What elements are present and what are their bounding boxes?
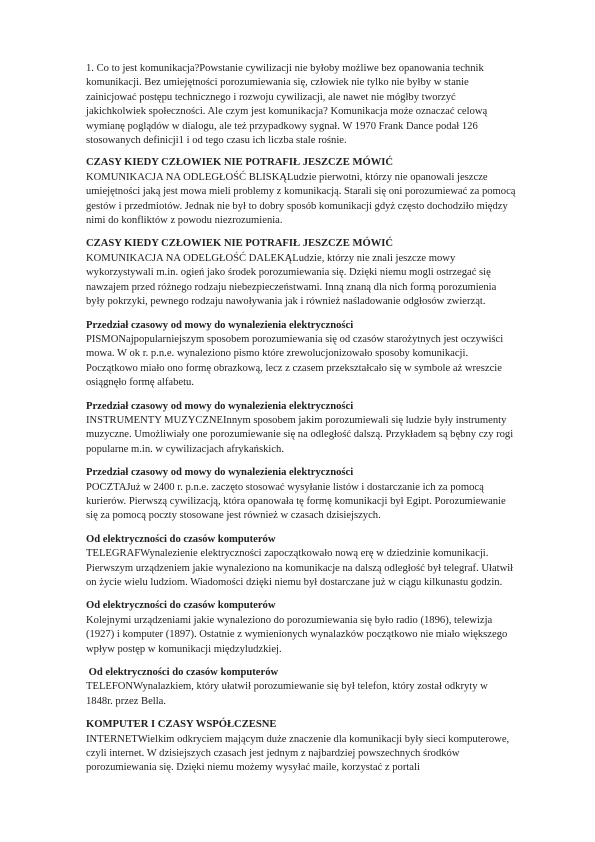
- section-body: Kolejnymi urządzeniami jakie wynaleziono do porozumiewania się było radio (1896), telewizja (1927) i komputer (1897). Ostatnie z wymienionych wynalazków początkowo nie miało większego wpływ postęp w komunikacji międzyludzkiej.: [86, 614, 508, 655]
- section-body: KOMUNIKACJA NA ODELGŁOŚĆ DALEKĄLudzie, którzy nie znali jeszcze mowy wykorzystywali m.in. ogień jako środek porozumiewania się. Dzięki niemu mogli ostrzegać się nawzajem przed różnego rodzaju niebezpieczeństwami. Inną znaną dla nich formą porozumienia były pokrzyki, pewnego rodzaju nawoływania jak i również naśladowanie odgłosów zwierząt.: [86, 252, 497, 308]
- section-9: [86, 718, 516, 776]
- section-4: [86, 400, 516, 458]
- section-heading: Przedział czasowy od mowy do wynalezienia elektryczności: [86, 400, 354, 412]
- section-2: [86, 237, 516, 309]
- section-body: PISMONajpopularniejszym sposobem porozumiewania się od czasów starożytnych jest oczywiści mowa. W ok r. p.n.e. wynaleziono pismo które zrewolucjonizowało sposoby komunikacji. Początkowo miało ono formę obrazkową, lecz z czasem przekształcało się w symbole aż wreszcie osiągnęło formę alfabetu.: [86, 333, 504, 389]
- section-heading: Od elektryczności do czasów komputerów: [86, 533, 276, 545]
- section-body: POCZTAJuż w 2400 r. p.n.e. zaczęto stosować wysyłanie listów i dostarczanie ich za pomocą kurierów. Pierwszą cywilizacją, która opanowała tę formę komunikacji był Egipt. Porozumiewanie się za pomocą poczty stosowane jest również w czasach dzisiejszych.: [86, 481, 506, 522]
- section-heading: Od elektryczności do czasów komputerów: [86, 600, 276, 612]
- section-heading: Przedział czasowy od mowy do wynalezienia elektryczności: [86, 319, 354, 331]
- intro-paragraph: 1. Co to jest komunikacja?Powstanie cywilizacji nie byłoby możliwe bez opanowania technik komunikacji. Bez umiejętności porozumiewania się, człowiek nie tylko nie byłby w stanie zainicjować postępu technicznego i rozwoju cywilizacji, ale nawet nie mógłby tworzyć jakichkolwiek społeczności. Ale czym jest komunikacja? Komunikacja może oznaczać celową wymianę poglądów w dialogu, ale też przypadkowy sygnał. W 1970 Frank Dance podał 126 stosowanych definicji1 i od tego czasu ich liczba stale rośnie.: [86, 63, 488, 147]
- section-heading: Od elektryczności do czasów komputerów: [86, 667, 279, 679]
- section-body: TELEFONWynalazkiem, który ułatwił porozumiewanie się był telefon, który został odkryty w 1848r. przez Bella.: [86, 681, 488, 707]
- section-6: [86, 533, 516, 591]
- section-7: [86, 599, 516, 657]
- section-body: INSTRUMENTY MUZYCZNEInnym sposobem jakim porozumiewali się ludzie były instrumenty muzyczne. Umożliwiały one porozumiewanie się na odległość dalszą. Przykładem są bębny czy rogi popularne m.in. w cywilizacjach afrykańskich.: [86, 414, 514, 455]
- document-page: [86, 62, 516, 785]
- section-body: INTERNETWielkim odkryciem mającym duże znaczenie dla komunikacji były sieci komputerowe, czyli internet. W dzisiejszych czasach jest jednym z najbardziej powszechnych środków porozumiewania się. Dzięki niemu możemy wysyłać maile, korzystać z portali: [86, 733, 510, 774]
- section-heading: KOMPUTER I CZASY WSPÓŁCZESNE: [86, 719, 277, 731]
- section-1: [86, 156, 516, 228]
- section-body: KOMUNIKACJA NA ODLEGŁOŚĆ BLISKĄLudzie pierwotni, którzy nie opanowali jeszcze umiejętności jaką jest mowa mieli problemy z komunikacją. Starali się oni porozumiewać za pomocą gestów i przedmiotów. Jednak nie był to dobry sposób komunikacji gdyż często dochodziło między nimi do konfliktów z powodu niezrozumienia.: [86, 171, 516, 227]
- section-heading: CZASY KIEDY CZŁOWIEK NIE POTRAFIŁ JESZCZE MÓWIĆ: [86, 238, 394, 250]
- section-heading: Przedział czasowy od mowy do wynalezienia elektryczności: [86, 467, 354, 479]
- section-5: [86, 466, 516, 524]
- section-heading: CZASY KIEDY CZŁOWIEK NIE POTRAFIŁ JESZCZE MÓWIĆ: [86, 157, 394, 169]
- section-8: [86, 666, 516, 709]
- section-body: TELEGRAFWynalezienie elektryczności zapoczątkowało nową erę w dziedzinie komunikacji. Pierwszym urządzeniem jakie wynaleziono na komunikacje na dalszą odległość był telegraf. Ułatwił on życie wielu ludziom. Wiadomości dzięki niemu był dostarczane już w ciągu kilkunastu godzin.: [86, 548, 514, 588]
- section-3: [86, 319, 516, 391]
